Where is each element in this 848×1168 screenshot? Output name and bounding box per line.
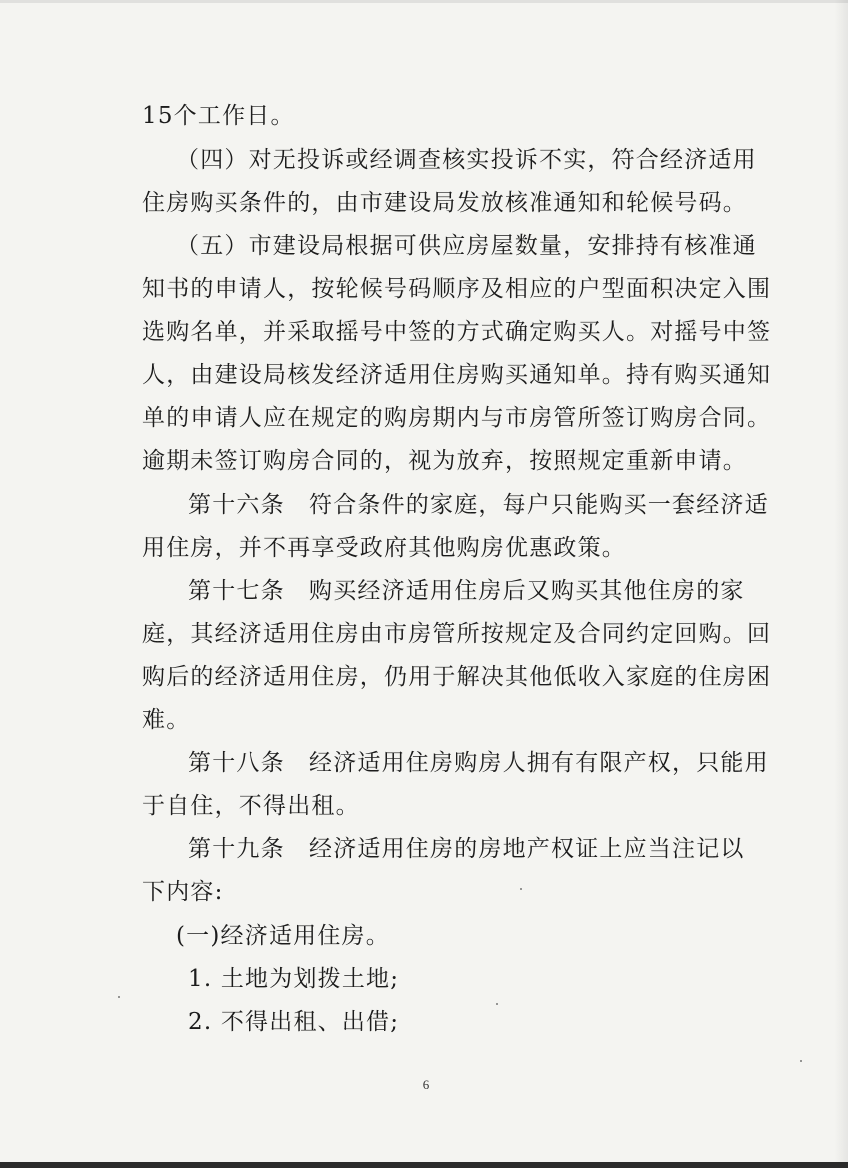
text-line-5: 知书的申请人，按轮候号码顺序及相应的户型面积决定入围 xyxy=(142,276,772,302)
text-line-9: 逾期未签订购房合同的，视为放弃，按照规定重新申请。 xyxy=(142,448,747,474)
text-line-17: 于自住，不得出租。 xyxy=(142,793,360,819)
scan-bottom-edge xyxy=(0,1162,848,1168)
text-line-13: 庭，其经济适用住房由市房管所按规定及合同约定回购。回 xyxy=(142,621,772,647)
text-line-19: 下内容: xyxy=(142,879,224,905)
text-line-12: 第十七条 购买经济适用住房后又购买其他住房的家 xyxy=(188,578,745,604)
scan-speck xyxy=(520,888,522,890)
text-line-16: 第十八条 经济适用住房购房人拥有有限产权，只能用 xyxy=(188,750,769,776)
text-line-1: 15个工作日。 xyxy=(142,103,295,129)
text-line-14: 购后的经济适用住房，仍用于解决其他低收入家庭的住房困 xyxy=(142,664,772,690)
text-line-8: 单的申请人应在规定的购房期内与市房管所签订购房合同。 xyxy=(142,405,772,431)
scan-right-edge xyxy=(834,0,848,1168)
text-line-11: 用住房，并不再享受政府其他购房优惠政策。 xyxy=(142,535,626,561)
scan-speck xyxy=(800,1060,802,1062)
scan-speck xyxy=(118,996,120,998)
text-line-10: 第十六条 符合条件的家庭，每户只能购买一套经济适 xyxy=(188,492,769,518)
scan-speck xyxy=(496,1003,498,1005)
text-line-2: （四）对无投诉或经调查核实投诉不实，符合经济适用 xyxy=(176,147,757,173)
text-line-18: 第十九条 经济适用住房的房地产权证上应当注记以 xyxy=(188,836,745,862)
text-line-6: 选购名单，并采取摇号中签的方式确定购买人。对摇号中签 xyxy=(142,319,772,345)
text-line-4: （五）市建设局根据可供应房屋数量，安排持有核准通 xyxy=(176,233,757,259)
text-line-20: (一)经济适用住房。 xyxy=(176,923,390,949)
text-line-7: 人，由建设局核发经济适用住房购买通知单。持有购买通知 xyxy=(142,362,772,388)
page-number: 6 xyxy=(422,1077,430,1092)
text-line-21: 1. 土地为划拨土地; xyxy=(188,966,400,992)
text-line-15: 难。 xyxy=(142,707,191,733)
text-line-3: 住房购买条件的，由市建设局发放核准通知和轮候号码。 xyxy=(142,190,747,216)
text-line-22: 2. 不得出租、出借; xyxy=(188,1009,400,1035)
